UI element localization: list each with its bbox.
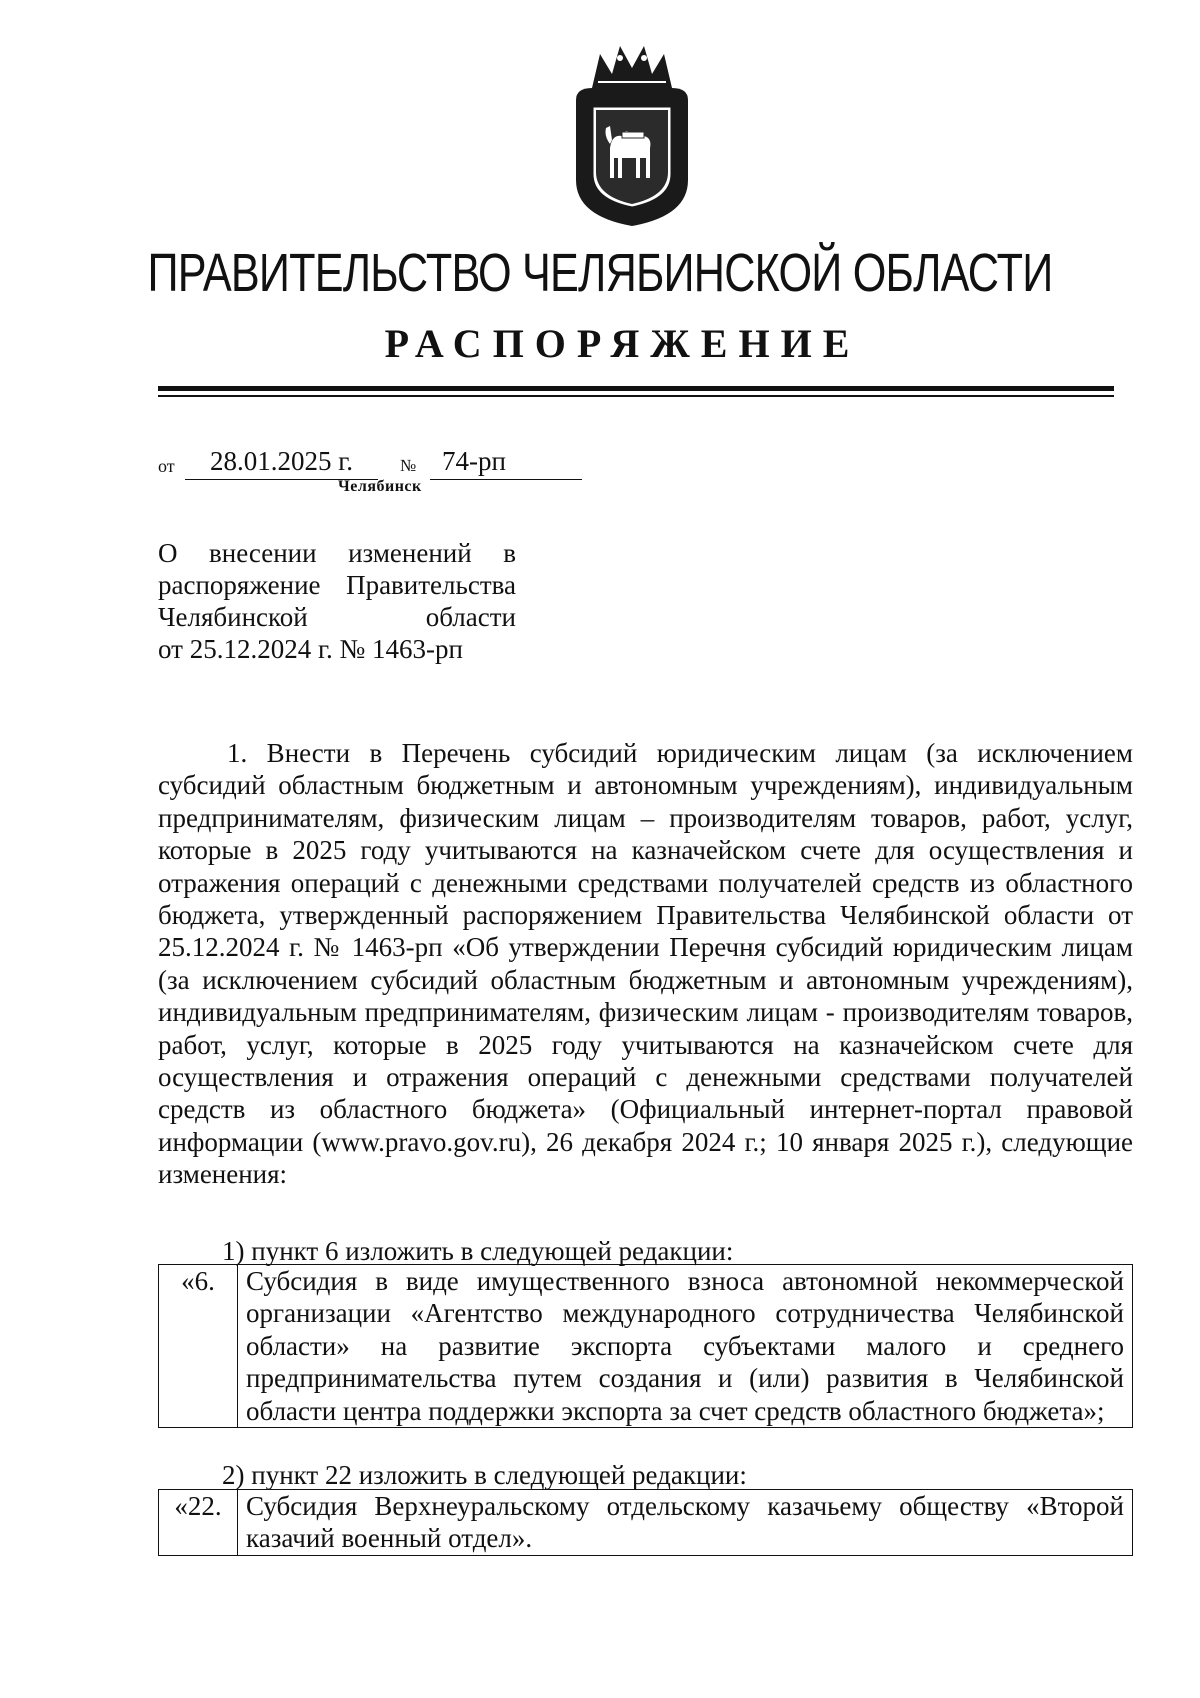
document-body [158,737,1133,1191]
table-row [159,1490,1133,1556]
table-cell-number: «6. [159,1265,238,1428]
document-date: 28.01.2025 г. [185,446,378,480]
subject-line: распоряжение Правительства [158,570,516,600]
coat-of-arms-emblem [562,40,702,230]
header-divider-thick [158,386,1114,391]
change-item-label: 1) пункт 6 изложить в следующей редакции: [222,1236,734,1266]
change-table [158,1489,1133,1556]
change-table [158,1264,1133,1428]
table-cell-text: Субсидия Верхнеуральскому отдельскому казачьему обществу «Второй казачий военный отдел». [238,1490,1133,1556]
coat-of-arms-icon [562,40,702,230]
document-city: Челябинск [338,478,422,495]
subject-line: О внесении изменений в [158,538,516,568]
document-kind: РАСПОРЯЖЕНИЕ [384,321,861,366]
table-cell-number: «22. [159,1490,238,1556]
document-number: 74-рп [430,446,582,480]
number-label: № [400,456,417,475]
government-title: ПРАВИТЕЛЬСТВО ЧЕЛЯБИНСКОЙ ОБЛАСТИ [147,243,1053,303]
date-label: от [158,456,175,476]
document-subject [158,537,516,665]
header-divider-thin [158,395,1114,397]
table-cell-text: Субсидия в виде имущественного взноса автономной некоммерческой организации «Агентство международного сотрудничества Челябинской области» на развитие экспорта субъектами малого и среднего предпринимательства путем создания и (или) развития в Челябинской области центра поддержки экспорта за счет средств областного бюджета»; [238,1265,1133,1428]
subject-line: от 25.12.2024 г. № 1463-рп [158,634,463,664]
body-paragraph: 1. Внести в Перечень субсидий юридическим лицам (за исключением субсидий областным бюджетным и автономным учреждениям), индивидуальным предпринимателям, физическим лицам – производителям товаров, работ, услуг, которые в 2025 году учитываются на казначейском счете для осуществления и отражения операций с денежными средствами получателей средств из областного бюджета, утвержденный распоряжением Правительства Челябинской области от 25.12.2024 г. № 1463-рп «Об утверждении Перечня субсидий юридическим лицам (за исключением субсидий областным бюджетным и автономным учреждениям), индивидуальным предпринимателям, физическим лицам - производителям товаров, работ, услуг, которые в 2025 году учитываются на казначейском счете для осуществления и отражения операций с денежными средствами получателей средств из областного бюджета» (Официальный интернет-портал правовой информации (www.pravo.gov.ru), 26 декабря 2024 г.; 10 января 2025 г.), следующие изменения: [158,738,1133,1190]
change-item-label: 2) пункт 22 изложить в следующей редакции: [222,1460,747,1490]
subject-line: Челябинской области [158,602,516,632]
table-row [159,1265,1133,1428]
